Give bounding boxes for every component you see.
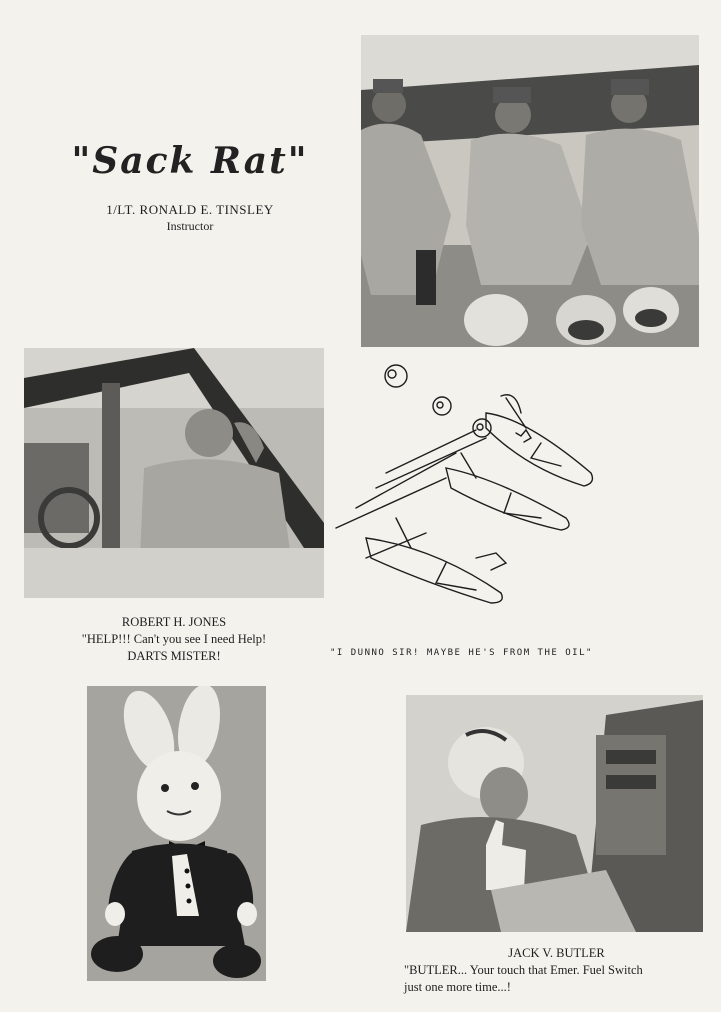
flak-burst-icon [385, 365, 491, 437]
instructor-name: 1/LT. RONALD E. TINSLEY [106, 202, 274, 217]
jet-icon [486, 395, 592, 486]
jones-caption [24, 614, 324, 665]
jones-quote-line1: "HELP!!! Can't you see I need Help! [81, 632, 267, 646]
jones-name: ROBERT H. JONES [121, 615, 227, 629]
group-photo [361, 35, 699, 347]
butler-name: JACK V. BUTLER [508, 946, 605, 960]
butler-caption [404, 945, 709, 996]
butler-quote-line2: just one more time...! [404, 980, 511, 994]
butler-photo [406, 695, 703, 932]
jet-icon [446, 453, 569, 530]
jets-cartoon [326, 358, 606, 608]
butler-quote-line1: "BUTLER... Your touch that Emer. Fuel Switch [404, 963, 643, 977]
cockpit-photo [24, 348, 324, 598]
jones-quote-line2: DARTS MISTER! [127, 649, 221, 663]
cartoon-caption: "I DUNNO SIR! MAYBE HE'S FROM THE OIL" [330, 648, 593, 658]
instructor-role: Instructor [166, 219, 214, 233]
page-title: "Sack Rat" [71, 140, 309, 182]
jet-icon [366, 518, 506, 603]
rabbit-photo [87, 686, 266, 981]
